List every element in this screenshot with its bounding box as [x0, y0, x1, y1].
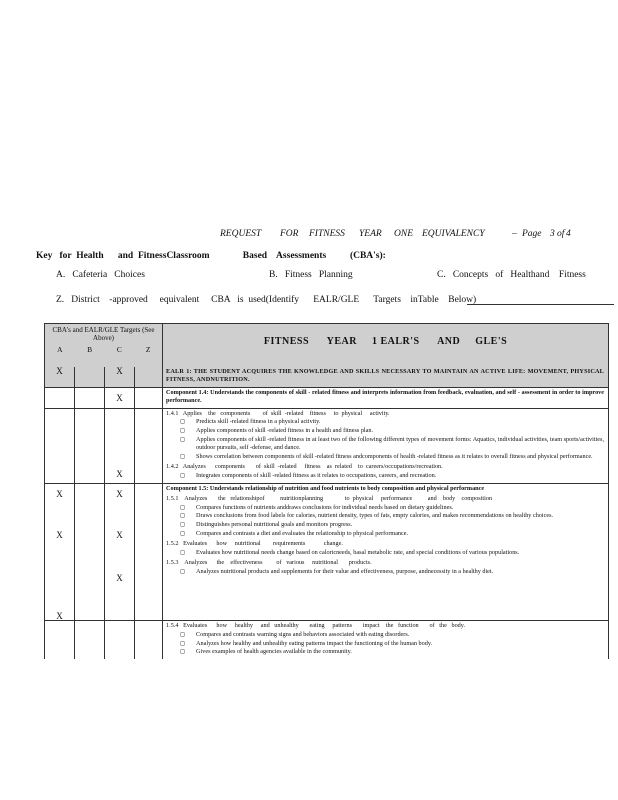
key-line: Key for Health and FitnessClassroom Based Assessments (CBA's): [36, 251, 386, 261]
row1-c-mark: X [105, 367, 135, 388]
col-c-header: C [116, 345, 122, 354]
list-item: Applies components of skill -related fitness in at least two of the following different types of movement forms: Aquatics, individual activities, team sports/activities, outdoor pursuits, self -defense, and dance. [196, 435, 604, 452]
header-page-total: 4 [566, 229, 571, 239]
list-item: Draws conclusions from food labels for calories, nutrient density, types of fats, empty calories, and makes recommendations on healthy choices. [196, 512, 554, 520]
category-a: A. Cafeteria Choices [56, 270, 145, 280]
row4-c-mark-3: X [116, 572, 123, 583]
row4-c-mark-1: X [116, 488, 123, 499]
list-item: Compares and contrasts a diet and evaluates the relationship to physical performance. [196, 529, 409, 537]
header-fitness: FITNESS [309, 229, 345, 239]
bullet-icon: ◻ [180, 504, 186, 511]
header-one: ONE [394, 229, 413, 239]
row4-c-marks [105, 483, 135, 621]
col-z-header: Z [145, 345, 151, 354]
list-item: Analyzes nutritional products and supplements for their value and effectiveness, purpose, andnecessity in a healthy diet. [196, 567, 494, 575]
bullet-icon: ◻ [180, 649, 186, 656]
standards-1-5-4-block [163, 621, 609, 659]
standard-1-5-2: 1.5.2 Evaluates how nutritional requirements change. [166, 540, 343, 548]
header-equivalency: EQUIVALENCY [422, 229, 485, 239]
list-item: Applies components of skill -related fitness in a health and fitness plan. [196, 427, 374, 435]
header-page-word: Page [522, 229, 542, 239]
bullet-icon: ◻ [180, 513, 186, 520]
ealr-1-text: EALR 1: THE STUDENT ACQUIRES THE KNOWLEDGE AND SKILLS NECESSARY TO MAINTAIN AN ACTIVE LIFE: MOVEMENT, PHYSICAL FITNESS, ANDNUTRITION. [163, 367, 609, 388]
list-item: Analyzes how healthy and unhealthy eating patterns impact the functioning of the human body. [196, 639, 433, 647]
standard-1-5-3: 1.5.3 Analyzes the effectiveness of various nutritional products. [166, 559, 372, 567]
row4-a-mark-3: X [56, 610, 63, 621]
bullet-icon: ◻ [180, 530, 186, 537]
header-dash: – [512, 229, 517, 239]
standard-1-5-1: 1.5.1 Analyzes the relationshipof nutritionplanning to physical performance and body composition [166, 495, 493, 503]
category-c: C. Concepts of Healthand Fitness [437, 270, 586, 280]
bullet-icon: ◻ [180, 428, 186, 435]
list-item: Shows correlation between components of skill -related fitness andcomponents of health -related fitness as it relates to overall fitness and physical performance. [196, 452, 593, 460]
list-item: Gives examples of health agencies available in the community. [196, 648, 352, 656]
ealr-table [44, 323, 609, 659]
list-item: Integrates components of skill -related fitness as it relates to occupations, careers, and recreation. [196, 472, 437, 480]
bullet-icon: ◻ [180, 473, 186, 480]
header-for: FOR [280, 229, 299, 239]
bullet-icon: ◻ [180, 419, 186, 426]
standards-1-5-block [163, 483, 609, 621]
row4-a-mark-2: X [56, 530, 63, 541]
table-title: FITNESS YEAR 1 EALR'S AND GLE'S [163, 324, 609, 367]
col-b-header: B [87, 345, 93, 354]
bullet-icon: ◻ [180, 436, 186, 443]
header-page-pos: 3 [550, 229, 555, 239]
header-of-word: of [557, 229, 565, 239]
bullet-icon: ◻ [180, 453, 186, 460]
bullet-icon: ◻ [180, 568, 186, 575]
row1-a-mark: X [45, 367, 75, 388]
header-request: REQUEST [220, 229, 262, 239]
list-item: Predicts skill -related fitness in a physical activity. [196, 418, 321, 426]
component-1-4: Component 1.4: Understands the components of skill - related fitness and interprets information from feedback, evaluation, and self - assessment in order to improve performance. [163, 387, 609, 408]
bullet-icon: ◻ [180, 632, 186, 638]
component-1-5: Component 1.5: Understands relationship of nutrition and food nutrients to body composition and physical performance [166, 484, 485, 492]
list-item: Compares functions of nutrients anddraws conclusions for individual needs based on dietary guidelines. [196, 503, 454, 511]
row3-c-mark: X [105, 408, 135, 483]
category-b: B. Fitness Planning [269, 270, 353, 280]
cba-targets-label: CBA's and EALR/GLE Targets (See Above) [52, 326, 155, 342]
list-item: Compares and contrasts warning signs and behaviors associated with eating disorders. [196, 631, 410, 638]
list-item: Evaluates how nutritional needs change based on caloricneeds, basal metabolic rate, and special conditions of various populations. [196, 548, 520, 556]
list-item: Distinguishes personal nutritional goals and monitors progress. [196, 521, 353, 528]
row4-c-mark-2: X [116, 530, 123, 541]
cba-targets-header [45, 324, 163, 367]
bullet-icon: ◻ [180, 522, 186, 528]
bullet-icon: ◻ [180, 640, 186, 647]
row2-c-mark: X [105, 387, 135, 408]
fill-in-line [467, 304, 614, 305]
standard-1-5-4: 1.5.4 Evaluates how healthy and unhealthy eating patterns impact the function of the body. [166, 622, 465, 630]
row4-a-mark-1: X [56, 488, 63, 499]
row4-a-marks [45, 483, 75, 621]
col-a-header: A [57, 345, 63, 354]
header-year: YEAR [359, 229, 382, 239]
standard-1-4-2: 1.4.2 Analyzes components of skill -related fitness as related to careers/occupations/recreation. [166, 463, 443, 471]
standards-1-4-block [163, 408, 609, 483]
district-equivalent-line: Z. District -approved equivalent CBA is used(Identify EALR/GLE Targets inTable Below) [56, 295, 477, 305]
standard-1-4-1: 1.4.1 Applies the components of skill -related fitness to physical activity. [166, 409, 390, 417]
bullet-icon: ◻ [180, 549, 186, 556]
